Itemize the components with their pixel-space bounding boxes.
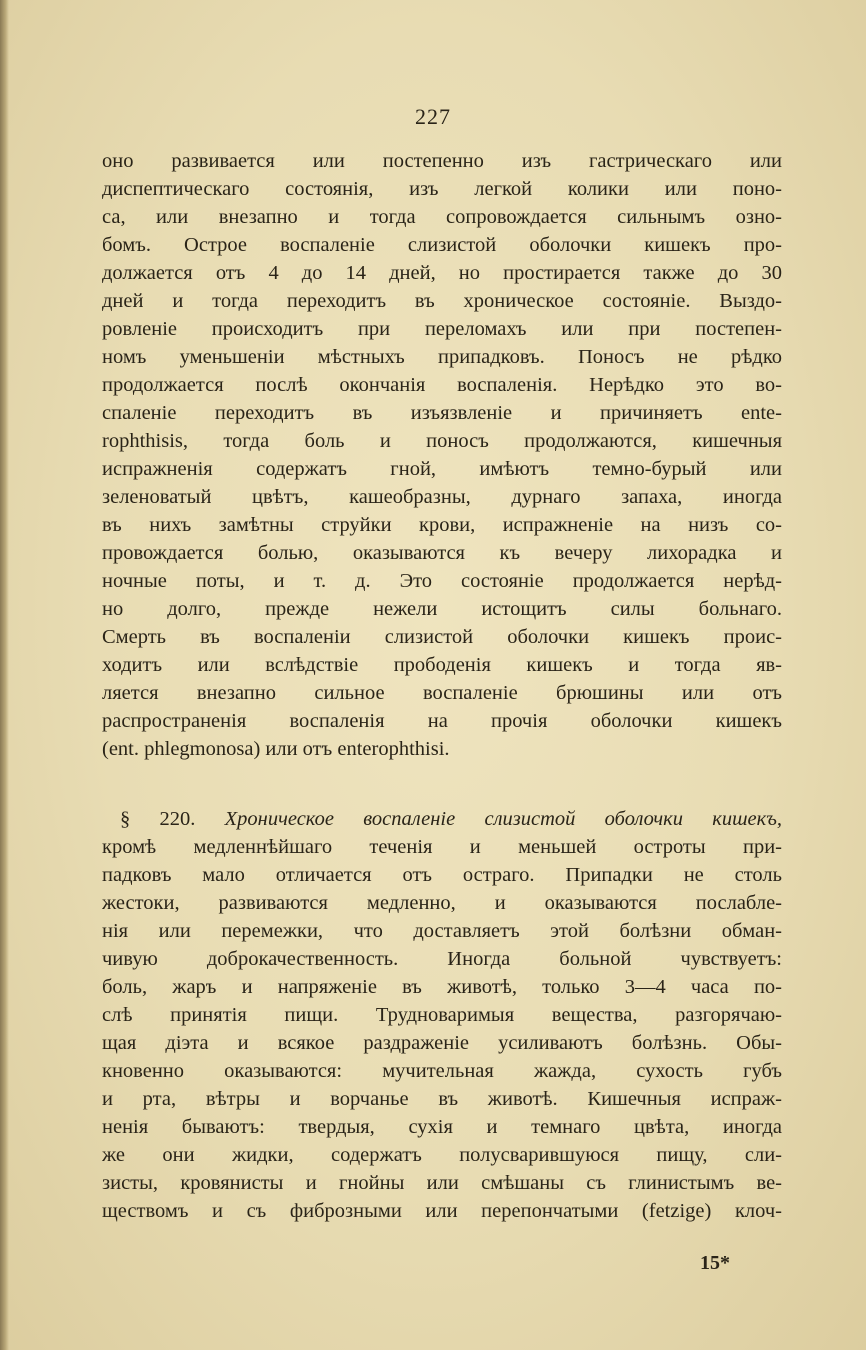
text-line: бомъ. Острое воспаленіе слизистой оболочки кишекъ про- xyxy=(102,234,782,256)
text-line: диспептическаго состоянія, изъ легкой колики или поно- xyxy=(102,178,782,200)
text-line: въ нихъ замѣтны струйки крови, испражненіе на низъ со- xyxy=(102,514,782,536)
text-line: боль, жаръ и напряженіе въ животѣ, только 3—4 часа по- xyxy=(102,976,782,998)
text-line: испражненія содержатъ гной, имѣютъ темно-бурый или xyxy=(102,458,782,480)
page-number: 227 xyxy=(415,104,451,129)
text-line: жестоки, развиваются медленно, и оказываются послабле- xyxy=(102,892,782,914)
text-line: ляется внезапно сильное воспаленіе брюшины или отъ xyxy=(102,682,782,704)
text-line: rophthisis, тогда боль и поносъ продолжаются, кишечныя xyxy=(102,430,782,452)
text-line: оно развивается или постепенно изъ гастрическаго или xyxy=(102,150,782,172)
text-line: дней и тогда переходитъ въ хроническое состояніе. Выздо- xyxy=(102,290,782,312)
text-line: должается отъ 4 до 14 дней, но простирается также до 30 xyxy=(102,262,782,284)
text-line: ровленіе происходитъ при переломахъ или при постепен- xyxy=(102,318,782,340)
text-line: чивую доброкачественность. Иногда больной чувствуетъ: xyxy=(102,948,782,970)
text-line: провождается болью, оказываются къ вечеру лихорадка и xyxy=(102,542,782,564)
text-line: номъ уменьшеніи мѣстныхъ припадковъ. Поносъ не рѣдко xyxy=(102,346,782,368)
text-line: продолжается послѣ окончанія воспаленія. Нерѣдко это во- xyxy=(102,374,782,396)
text-line: Смерть въ воспаленіи слизистой оболочки кишекъ проис- xyxy=(102,626,782,648)
signature-mark: 15* xyxy=(700,1252,730,1274)
text-line: ночные поты, и т. д. Это состояніе продолжается нерѣд- xyxy=(102,570,782,592)
section-title: Хроническое воспаленіе слизистой оболочки кишекъ, xyxy=(224,808,782,830)
text-line: слѣ принятія пищи. Трудноваримыя вещества, разгорячаю- xyxy=(102,1004,782,1026)
text-line: нія или перемежки, что доставляетъ этой болѣзни обман- xyxy=(102,920,782,942)
text-line: зеленоватый цвѣтъ, кашеобразны, дурнаго запаха, иногда xyxy=(102,486,782,508)
text-line: же они жидки, содержатъ полусварившуюся пищу, сли- xyxy=(102,1144,782,1166)
text-line: ненія бываютъ: твердыя, сухія и темнаго цвѣта, иногда xyxy=(102,1116,782,1138)
text-line: ществомъ и съ фиброзными или перепончатыми (fetzige) клоч- xyxy=(102,1200,782,1222)
text-line: кновенно оказываются: мучительная жажда, сухость губъ xyxy=(102,1060,782,1082)
text-line: но долго, прежде нежели истощитъ силы больнаго. xyxy=(102,598,782,620)
text-line: кромѣ медленнѣйшаго теченія и меньшей остроты при- xyxy=(102,836,782,858)
text-line: падковъ мало отличается отъ остраго. Припадки не столь xyxy=(102,864,782,886)
text-line: и рта, вѣтры и ворчанье въ животѣ. Кишечныя испраж- xyxy=(102,1088,782,1110)
text-line: зисты, кровянисты и гнойны или смѣшаны съ глинистымъ ве- xyxy=(102,1172,782,1194)
text-line: спаленіе переходитъ въ изъязвленіе и причиняетъ ente- xyxy=(102,402,782,424)
text-line: са, или внезапно и тогда сопровождается сильнымъ озно- xyxy=(102,206,782,228)
text-line: распространенія воспаленія на прочія оболочки кишекъ xyxy=(102,710,782,732)
text-line: ходитъ или вслѣдствіе прободенія кишекъ и тогда яв- xyxy=(102,654,782,676)
text-line: (ent. phlegmonosa) или отъ enterophthisi. xyxy=(102,738,450,760)
section-heading xyxy=(120,804,782,834)
text-line: щая діэта и всякое раздраженіе усиливаютъ болѣзнь. Обы- xyxy=(102,1032,782,1054)
section-number: § 220. xyxy=(120,808,196,830)
